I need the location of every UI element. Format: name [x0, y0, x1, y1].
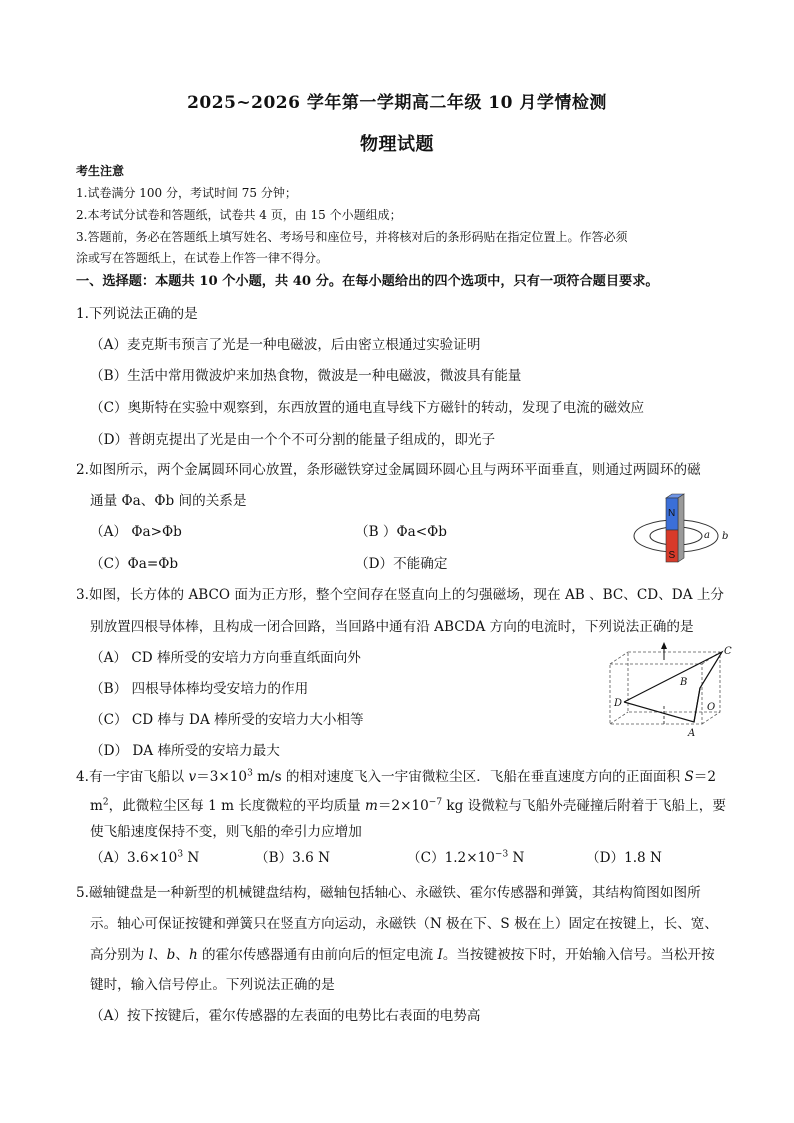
q1-option-b: （B）生活中常用微波炉来加热食物，微波是一种电磁波，微波具有能量 — [90, 368, 522, 384]
magnet-n-label: N — [668, 508, 676, 519]
q5-option-a: （A）按下按键后，霍尔传感器的左表面的电势比右表面的电势高 — [90, 1008, 481, 1024]
q3-option-c: （C） CD 棒与 DA 棒所受的安培力大小相等 — [90, 712, 364, 728]
exam-subject: 物理试题 — [360, 134, 434, 155]
q4-option-d: （D）1.8 N — [586, 850, 662, 866]
q3-option-a: （A） CD 棒所受的安培力方向垂直纸面向外 — [90, 650, 361, 666]
q1-option-d: （D）普朗克提出了光是由一个个不可分割的能量子组成的，即光子 — [90, 432, 496, 448]
point-c-label: C — [724, 646, 732, 657]
q3-option-d: （D） DA 棒所受的安培力最大 — [90, 743, 280, 759]
q2-stem-1: 2.如图所示，两个金属圆环同心放置，条形磁铁穿过金属圆环圆心且与两环平面垂直，则通过两圆环的磁 — [76, 462, 701, 478]
q2-option-c: （C）Φa=Φb — [90, 556, 179, 572]
magnet-s-label: S — [668, 550, 676, 561]
q4-option-a: $(A)3.6\times 10^3$ N — [90, 849, 200, 866]
point-o-label: O — [707, 702, 716, 713]
q4-option-c: $(C)1.2\times 10^{-3}$ N — [407, 849, 525, 866]
section-heading: 一、选择题：本题共 10 个小题，共 40 分。在每小题给出的四个选项中，只有一项符合题目要求。 — [76, 274, 659, 289]
point-d-label: D — [614, 698, 623, 709]
q2-option-a: （A） Φa>Φb — [90, 524, 182, 540]
q2-magnet-rings-figure — [628, 492, 740, 568]
point-b-label: B — [680, 677, 688, 688]
q1-option-a: （A）麦克斯韦预言了光是一种电磁波，后由密立根通过实验证明 — [90, 337, 481, 353]
q3-cuboid-figure — [600, 640, 740, 740]
ring-a-label: a — [704, 530, 710, 541]
q4-stem-3: 使飞船速度保持不变，则飞船的牵引力应增加 — [90, 824, 362, 840]
notice-item-2: 2.本考试分试卷和答题纸，试卷共 4 页，由 15 个小题组成； — [76, 208, 402, 222]
q2-option-d: （D）不能确定 — [355, 556, 448, 572]
q5-stem-4: 键时，输入信号停止。下列说法正确的是 — [90, 977, 335, 993]
q2-option-b: （B ）Φa<Φb — [355, 524, 447, 540]
q1-stem: 1.下列说法正确的是 — [76, 306, 198, 322]
ring-b-label: b — [722, 531, 729, 542]
q3-stem-2: 别放置四根导体棒，且构成一闭合回路，当回路中通有沿 ABCDA 方向的电流时，下列说法正确的是 — [90, 619, 694, 635]
notice-item-1: 1.试卷满分 100 分，考试时间 75 分钟； — [76, 186, 297, 200]
q5-stem-2: 示。轴心可保证按键和弹簧只在竖直方向运动，永磁铁（N 极在下、S 极在上）固定在按键上，长、宽、 — [90, 916, 718, 932]
exam-title: 2025~2026 学年第一学期高二年级 10 月学情检测 — [187, 93, 607, 113]
q2-stem-2: 通量 Φa、Φb 间的关系是 — [90, 493, 247, 509]
q5-stem-1: 5.磁轴键盘是一种新型的机械键盘结构，磁轴包括轴心、永磁铁、霍尔传感器和弹簧，其结构简图如图所 — [76, 885, 701, 901]
notice-item-3: 3.答题前，务必在答题纸上填写姓名、考场号和座位号，并将核对后的条形码贴在指定位置上。作答必须 — [76, 230, 628, 244]
q4-option-b: （B）3.6 N — [255, 850, 331, 866]
q4-stem-1: 4.有一宇宙飞船以 $v=3\times 10^3$ m/s 的相对速度飞入一宇宙微粒尘区．飞船在垂直速度方向的正面面积 S＝2 — [76, 768, 717, 785]
q1-option-c: （C）奥斯特在实验中观察到，东西放置的通电直导线下方磁针的转动，发现了电流的磁效应 — [90, 400, 645, 416]
notice-heading: 考生注意 — [76, 164, 125, 178]
q3-stem-1: 3.如图，长方体的 ABCO 面为正方形，整个空间存在竖直向上的匀强磁场，现在 AB 、BC、CD、DA 上分 — [76, 587, 725, 603]
q5-stem-3: 高分别为 l、b、h 的霍尔传感器通有由前向后的恒定电流 I。当按键被按下时，开始输入信号。当松开按 — [90, 947, 715, 963]
notice-item-3-cont: 涂或写在答题纸上，在试卷上作答一律不得分。 — [76, 251, 329, 265]
q4-stem-2: $m^2$，此微粒尘区每 1 m 长度微粒的平均质量 $m=2\times 10^{-7}$ kg 设微粒与飞船外壳碰撞后附着于飞船上，要 — [90, 797, 726, 814]
q3-option-b: （B） 四根导体棒均受安培力的作用 — [90, 681, 309, 697]
point-a-label: A — [688, 728, 696, 739]
